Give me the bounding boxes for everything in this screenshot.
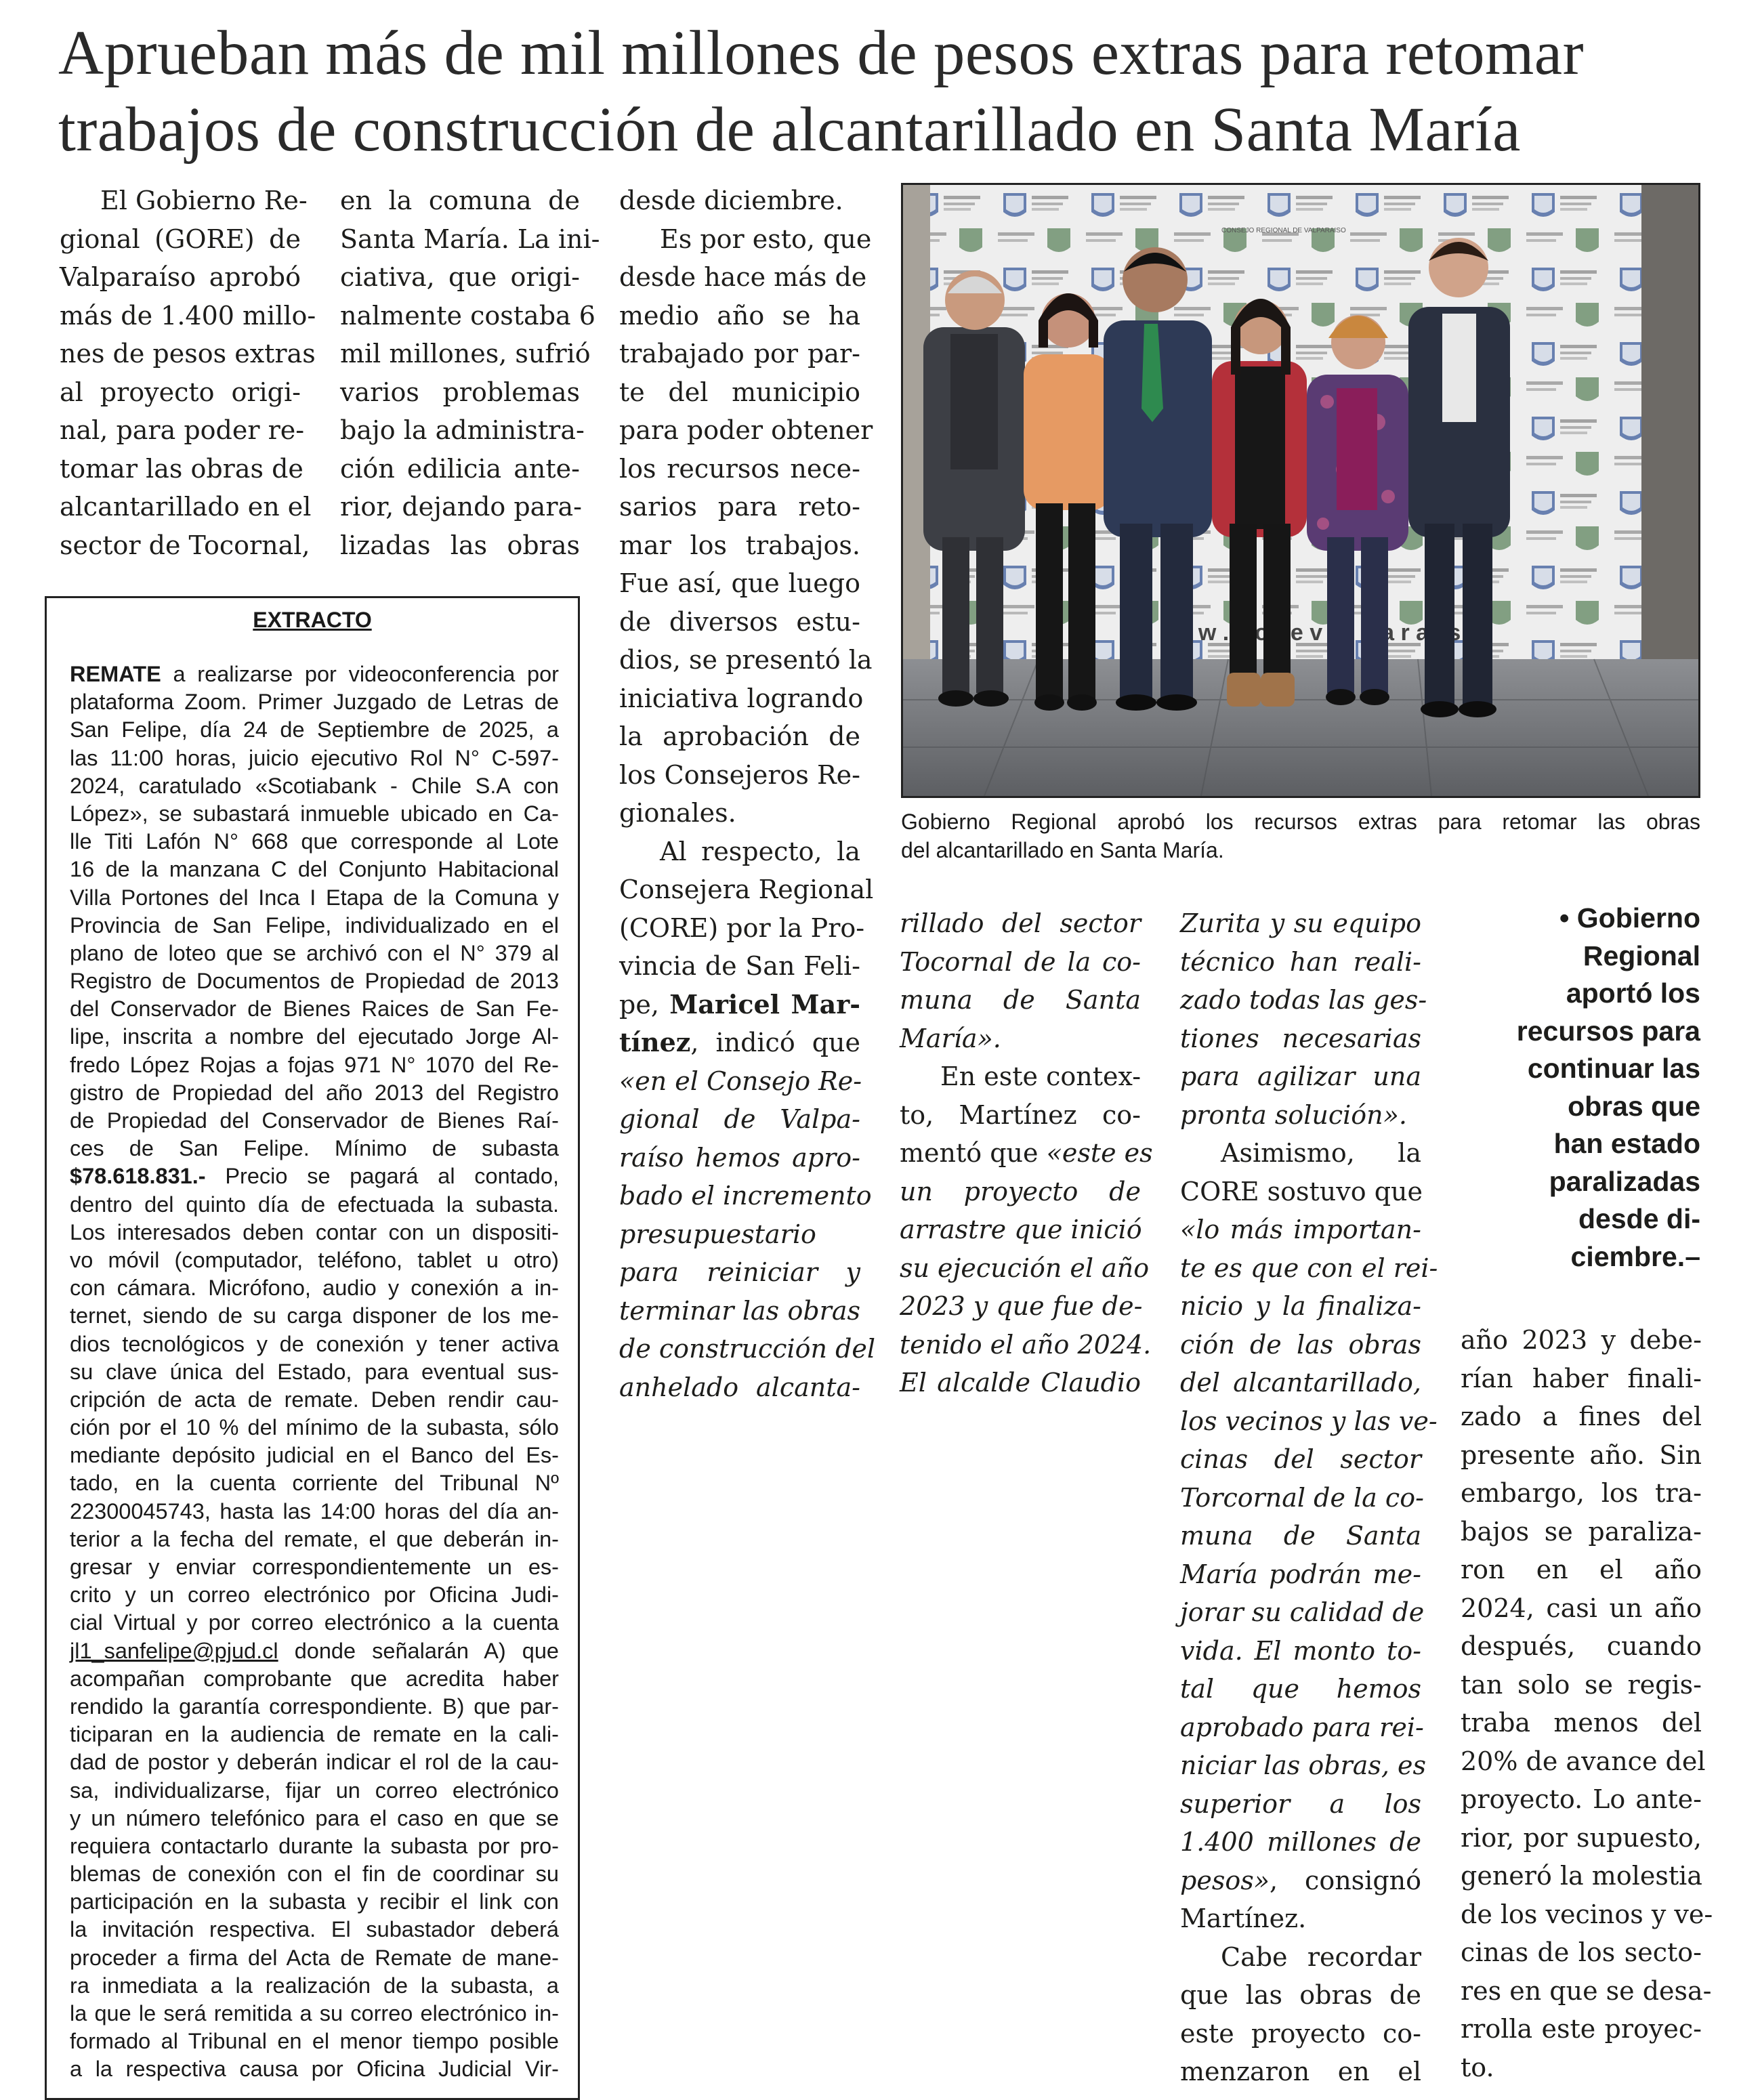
pull-quote-line: recursos para <box>1516 1015 1700 1047</box>
legal-line: rendido la garantía correspondiente. B) que par- <box>70 1694 559 1719</box>
quote-line: Zurita y su equipo <box>1180 908 1421 938</box>
text-segment: a realizarse por videoconferencia por <box>161 662 559 686</box>
article-line: Martínez. <box>1180 1904 1307 1933</box>
photo-caption <box>901 807 1700 864</box>
article-column-1 <box>60 182 316 564</box>
article-line <box>900 1134 1153 1173</box>
article-line: medio año se ha <box>619 300 860 331</box>
article-line: menzaron en el <box>1180 2057 1421 2086</box>
quote-line: tenido el año 2024. <box>900 1329 1152 1360</box>
legal-line: San Felipe, día 24 de Septiembre de 2025, a <box>70 717 559 742</box>
quote-line: gional de Valpa- <box>619 1104 860 1134</box>
legal-line: dad de postor y deberán indicar el rol de la cau- <box>70 1750 559 1775</box>
article-line <box>1180 1862 1421 1900</box>
quote-line: te es que con el rei- <box>1180 1253 1438 1283</box>
legal-line: la invitación respectiva. El subastador deberá <box>70 1917 559 1942</box>
article-line: Asimismo, la <box>1221 1138 1421 1168</box>
quote-line: «lo más importan- <box>1180 1215 1421 1244</box>
legal-line: cial Virtual y por correo electrónico a la cuenta <box>70 1610 559 1635</box>
article-line: rrolla este proyec- <box>1461 2014 1702 2044</box>
quote-line: Tocornal de la co- <box>900 946 1141 977</box>
quote-line: cinas del sector <box>1180 1444 1421 1474</box>
quote-line: arrastre que inició <box>900 1215 1142 1244</box>
article-line: mil millones, sufrió <box>340 339 591 369</box>
legal-line: plataforma Zoom. Primer Juzgado de Letras de <box>70 690 559 715</box>
article-line: Santa María. La ini- <box>340 224 600 254</box>
text-segment: , indicó que <box>690 1028 860 1057</box>
legal-line: López», se subastará inmueble ubicado en Ca- <box>70 801 559 826</box>
legal-line: tado, en la cuenta corriente del Tribunal Nº <box>70 1471 559 1496</box>
legal-line: formado al Tribunal en el menor tiempo posible <box>70 2029 559 2054</box>
headline-line-2: trabajos de construcción de alcantarillado en Santa María <box>58 95 1521 165</box>
article-line: 20% de avance del <box>1461 1746 1706 1776</box>
article-line: este proyecto co- <box>1180 2018 1421 2049</box>
quote-line: niciar las obras, es <box>1180 1750 1427 1780</box>
quote-line: un proyecto de <box>900 1176 1141 1206</box>
article-line: rían haber finali- <box>1461 1363 1702 1393</box>
legal-line <box>70 1162 559 1190</box>
quote-line: muna de Santa <box>900 985 1141 1015</box>
article-line: Consejera Regional <box>619 875 874 904</box>
article-line: 2024, casi un año <box>1461 1593 1702 1623</box>
quote-line: superior a los <box>1180 1788 1421 1819</box>
headline <box>58 15 1711 168</box>
article-line: Al respecto, la <box>660 836 860 866</box>
legal-line: su clave única del Estado, para eventual sus- <box>70 1359 559 1384</box>
legal-notice-box <box>45 596 580 2100</box>
article-line: presente año. Sin <box>1461 1440 1702 1470</box>
legal-line: ción por el 10 % del mínimo de la subasta, sólo <box>70 1415 559 1440</box>
legal-line: blemas de conexión con el fin de coordinar su <box>70 1862 559 1887</box>
text-segment: REMATE <box>70 662 161 686</box>
legal-line: Villa Portones del Inca I Etapa de la Comuna y <box>70 885 559 910</box>
quote-line: María podrán me- <box>1180 1559 1421 1589</box>
article-line: alcantarillado en el <box>60 492 312 522</box>
legal-line: mediante depósito judicial en el Banco del Es- <box>70 1443 559 1468</box>
article-line: año 2023 y debe- <box>1461 1325 1702 1355</box>
legal-line: y un número telefónico para el caso en que se <box>70 1805 559 1830</box>
legal-line: lle Titi Lafón N° 668 que corresponde al Lote <box>70 829 559 854</box>
news-photo <box>901 183 1700 798</box>
quote-line: tal que hemos <box>1180 1674 1421 1704</box>
quote-line: terminar las obras <box>619 1295 860 1326</box>
article-line: rior, por supuesto, <box>1461 1822 1702 1853</box>
text-segment: Precio se pagará al contado, <box>205 1164 559 1189</box>
legal-line: ternet, siendo de su carga disponer de los me- <box>70 1303 559 1328</box>
quote-line: 2023 y que fue de- <box>900 1291 1143 1321</box>
quote-line: raíso hemos apro- <box>619 1142 860 1173</box>
article-line: para poder obtener <box>619 415 873 445</box>
article-line: al proyecto origi- <box>60 377 301 407</box>
pull-quote-line: aportó los <box>1566 978 1700 1009</box>
quote-line: su ejecución el año <box>900 1253 1150 1283</box>
quote-line: anhelado alcanta- <box>619 1372 860 1402</box>
article-line: bajos se paraliza- <box>1461 1516 1702 1547</box>
article-line: desde diciembre. <box>619 186 843 215</box>
text-segment: Maricel Mar- <box>669 988 860 1020</box>
article-line: bajo la administra- <box>340 415 585 445</box>
quote-line: para agilizar una <box>1180 1062 1421 1091</box>
pull-quote <box>1457 900 1700 1276</box>
article-line: rior, dejando para- <box>340 492 582 522</box>
group-photo-illustration <box>903 185 1698 796</box>
legal-notice-body <box>70 660 559 2084</box>
quote-line: bado el incremento <box>619 1181 872 1211</box>
article-line: de diversos estu- <box>619 606 860 637</box>
legal-line: dentro del quinto día de efectuada la subasta. <box>70 1192 559 1217</box>
text-segment: donde señalarán A) que <box>278 1638 559 1663</box>
quote-line: de construcción del <box>619 1334 876 1364</box>
article-line: traba menos del <box>1461 1708 1702 1738</box>
article-line: tomar las obras de <box>60 453 303 484</box>
quote-line: María». <box>900 1023 1001 1053</box>
article-line: res en que se desa- <box>1461 1975 1712 2006</box>
text-segment: pe, <box>619 989 670 1020</box>
article-line: gionales. <box>619 798 736 828</box>
legal-line: acompañan comprobante que acredita haber <box>70 1666 559 1691</box>
legal-line: proceder a firma del Acta de Remate de mane- <box>70 1945 559 1970</box>
banner-text: w . o e v r a <box>1198 620 1429 646</box>
article-line: nal, para poder re- <box>60 415 305 445</box>
article-line: to. <box>1461 2052 1494 2082</box>
quote-line: para reiniciar y <box>619 1257 860 1287</box>
article-line: generó la molestia <box>1461 1861 1702 1891</box>
legal-line: sa, individualizarse, fijar un correo electrónico <box>70 1778 559 1803</box>
pull-quote-line: desde di- <box>1578 1203 1700 1234</box>
text-segment: mentó que <box>900 1138 1047 1168</box>
article-line: Es por esto, que <box>660 224 872 254</box>
legal-line: participación en la subasta y recibir el link con <box>70 1889 559 1914</box>
pull-quote-line: obras que <box>1568 1090 1700 1122</box>
article-line: sector de Tocornal, <box>60 530 310 560</box>
article-line: proyecto. Lo ante- <box>1461 1784 1702 1814</box>
article-line: en la comuna de <box>340 186 580 215</box>
legal-line: la que le será remitida a su correo electrónico in- <box>70 2001 559 2025</box>
text-segment: , consignó <box>1269 1865 1421 1895</box>
quote-line: los vecinos y las ve- <box>1180 1406 1438 1436</box>
backdrop-label: CONSEJO REGIONAL DE VALPARAISO <box>1221 227 1346 234</box>
legal-line: crito y un correo electrónico por Oficina Judi- <box>70 1582 559 1608</box>
pull-quote-line: han estado <box>1553 1128 1700 1159</box>
text-segment: tínez <box>619 1027 691 1057</box>
legal-line: las 11:00 horas, juicio ejecutivo Rol N° C-597- <box>70 745 559 770</box>
article-line: Cabe recordar <box>1221 1941 1421 1972</box>
article-line: Valparaíso aprobó <box>60 262 301 292</box>
article-line: tan solo se regis- <box>1461 1669 1702 1700</box>
legal-notice-title: EXTRACTO <box>253 608 372 632</box>
quote-line: tiones necesarias <box>1180 1023 1421 1053</box>
legal-line: terior a la fecha del remate, el que deberán in- <box>70 1526 559 1551</box>
legal-line: ces de San Felipe. Mínimo de subasta <box>70 1136 559 1161</box>
article-line: sarios para reto- <box>619 492 860 522</box>
article-line: gional (GORE) de <box>60 224 301 254</box>
legal-line: ra inmediata a la realización de la subasta, a <box>70 1973 559 1998</box>
pull-quote-line: • Gobierno <box>1559 902 1700 933</box>
legal-line: plano de loteo que se archivó con el N° 379 al <box>70 940 559 965</box>
article-line: El Gobierno Re- <box>100 186 308 215</box>
text-segment: $78.618.831.- <box>70 1164 206 1189</box>
article-line: de los vecinos y ve- <box>1461 1899 1713 1929</box>
article-line: nalmente costaba 6 <box>340 300 595 331</box>
quote-line: jorar su calidad de <box>1180 1597 1425 1627</box>
pull-quote-line: continuar las <box>1527 1053 1700 1084</box>
article-line: los recursos nece- <box>619 453 860 484</box>
legal-line: ticiparan en la audiencia de remate en la cali- <box>70 1722 559 1747</box>
quote-line: rillado del sector <box>900 908 1141 938</box>
legal-line: de Propiedad del Conservador de Bienes Raí- <box>70 1108 559 1133</box>
article-line: que las obras de <box>1180 1980 1421 2010</box>
quote-line: 1.400 millones de <box>1180 1827 1421 1857</box>
headline-line-1: Aprueban más de mil millones de pesos extras para retomar <box>58 18 1585 88</box>
legal-line: requiera contactarlo durante la subasta por pro- <box>70 1833 559 1858</box>
legal-line: dios tecnológicos y de conexión y tener activa <box>70 1331 559 1356</box>
legal-line: a la respectiva causa por Oficina Judicial Vir- <box>70 2057 559 2082</box>
quote-line: «en el Consejo Re- <box>619 1066 862 1096</box>
legal-line: cripción de acta de remate. Deben rendir cau- <box>70 1387 559 1412</box>
quote-line: nicio y la finaliza- <box>1180 1291 1421 1321</box>
article-line: ciativa, que origi- <box>340 262 580 292</box>
text-segment: «este es <box>1046 1138 1153 1168</box>
caption-line-2: del alcantarillado en Santa María. <box>901 838 1224 862</box>
article-line: dios, se presentó la <box>619 645 873 675</box>
legal-line: gistro de Propiedad del año 2013 del Registro <box>70 1080 559 1105</box>
legal-line: 22300045743, hasta las 14:00 horas del día an- <box>70 1498 559 1524</box>
legal-line <box>70 660 559 688</box>
article-line: varios problemas <box>340 377 580 407</box>
article-line: nes de pesos extras <box>60 339 316 369</box>
pull-quote-line: paralizadas <box>1549 1165 1700 1197</box>
quote-line: El alcalde Claudio <box>900 1368 1141 1398</box>
quote-line: pronta solución». <box>1180 1099 1407 1130</box>
caption-line-1: Gobierno Regional aprobó los recursos extras para retomar las obras <box>901 810 1700 834</box>
quote-line: muna de Santa <box>1180 1521 1421 1551</box>
legal-line: Los interesados deben contar con un dispositi- <box>70 1219 559 1244</box>
article-line: después, cuando <box>1461 1631 1702 1661</box>
quote-line: técnico han reali- <box>1180 946 1421 977</box>
quote-line: aprobado para rei- <box>1180 1712 1424 1742</box>
article-line: Fue así, que luego <box>619 568 860 598</box>
article-line: cinas de los secto- <box>1461 1937 1702 1967</box>
article-line: ción edilicia ante- <box>340 453 580 484</box>
legal-line: vo móvil (computador, teléfono, tablet u otro) <box>70 1247 559 1272</box>
article-line: iniciativa logrando <box>619 683 864 713</box>
text-segment: pesos» <box>1180 1865 1270 1895</box>
article-line: CORE sostuvo que <box>1180 1176 1423 1206</box>
legal-line: 16 de la manzana C del Conjunto Habitacional <box>70 857 559 882</box>
article-line: la aprobación de <box>619 721 860 751</box>
article-column-4 <box>900 904 1153 1402</box>
article-column-2 <box>340 182 600 564</box>
legal-line: del Conservador de Bienes Raices de San Fe- <box>70 996 559 1022</box>
article-line: zado a fines del <box>1461 1402 1702 1431</box>
article-line: vincia de San Feli- <box>619 951 860 981</box>
pull-quote-line: Regional <box>1583 940 1700 971</box>
article-line: trabajado por par- <box>619 339 860 369</box>
text-segment: jl1_sanfelipe@pjud.cl <box>70 1638 278 1663</box>
article-line: te del municipio <box>619 377 860 407</box>
legal-line <box>70 1637 559 1665</box>
article-line <box>619 986 860 1024</box>
legal-line: con cámara. Micrófono, audio y conexión a in- <box>70 1276 559 1301</box>
legal-line: lipe, inscrita a nombre del ejecutado Jorge Al- <box>70 1024 559 1049</box>
legal-line: Registro de Documentos de Propiedad de 2013 <box>70 969 559 994</box>
article-line: to, Martínez co- <box>900 1099 1141 1130</box>
article-line: desde hace más de <box>619 262 867 292</box>
article-column-5 <box>1180 904 1438 2091</box>
quote-line: Torcornal de la co- <box>1180 1482 1424 1513</box>
legal-line: 2024, caratulado «Scotiabank - Chile S.A con <box>70 773 559 798</box>
quote-line: zado todas las ges- <box>1180 985 1427 1015</box>
article-column-3 <box>619 182 876 1406</box>
article-line: En este contex- <box>940 1062 1141 1091</box>
article-line: mar los trabajos. <box>619 530 860 560</box>
article-line: los Consejeros Re- <box>619 759 860 790</box>
article-column-6 <box>1461 1321 1713 2086</box>
pull-quote-line: ciembre.– <box>1570 1240 1700 1272</box>
article-line: embargo, los tra- <box>1461 1478 1702 1508</box>
article-line <box>619 1024 860 1062</box>
legal-line: fredo López Rojas a fojas 971 N° 1070 del Re- <box>70 1052 559 1077</box>
legal-line: Provincia de San Felipe, individualizado en el <box>70 912 559 938</box>
article-line: (CORE) por la Pro- <box>619 912 865 943</box>
article-line: más de 1.400 millo- <box>60 300 316 331</box>
quote-line: del alcantarillado, <box>1180 1368 1421 1398</box>
article-line: ron en el año <box>1461 1555 1702 1584</box>
quote-line: ción de las obras <box>1180 1329 1421 1360</box>
article-line: lizadas las obras <box>340 530 580 560</box>
quote-line: presupuestario <box>619 1219 816 1249</box>
legal-line: gresar y enviar correspondientemente un es- <box>70 1555 559 1579</box>
quote-line: vida. El monto to- <box>1180 1635 1421 1666</box>
